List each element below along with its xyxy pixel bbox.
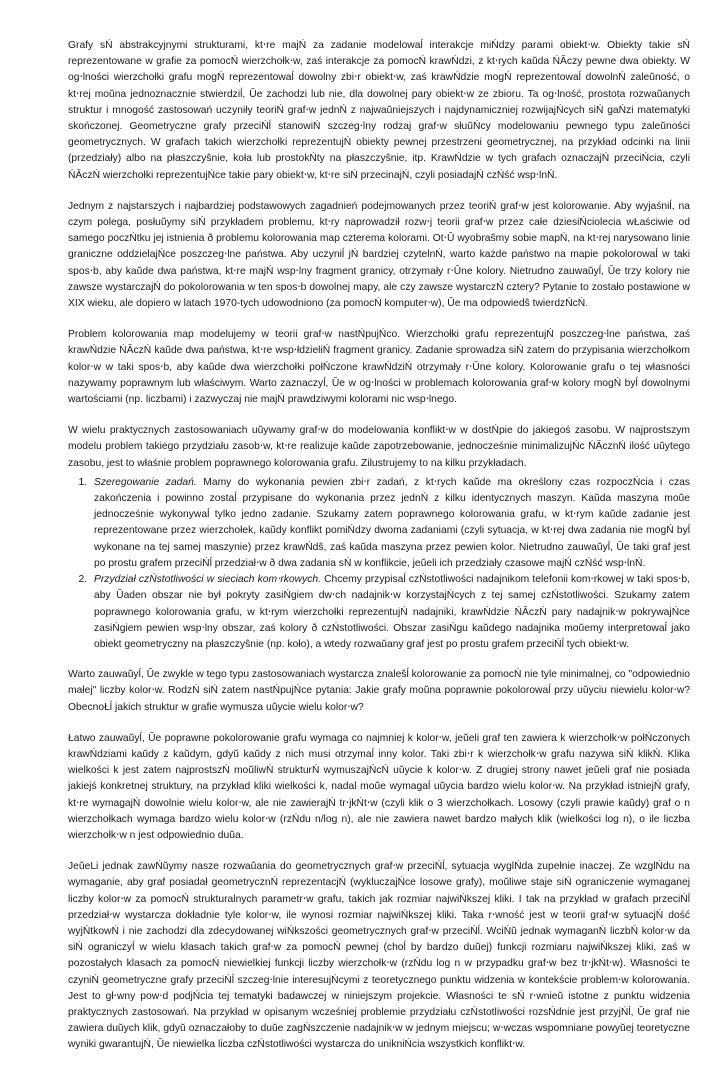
- paragraph-geometric-graphs: JeŭeLi jednak zawŃŭymy nasze rozwaŭania do geometrycznych graf⋅w przeciŃĺ, sytuacja wyglŃda zupełnie inaczej. Ze wzglŃdu na wymaganie, aby graf posiadał geometrycznŃ reprezentacjŃ (wykluczajŃce losowe grafy), moŭliwe staje siŃ ograniczenie wymaganej liczby kolor⋅w za pomocŃ strukturalnych parametr⋅w grafu, takich jak rozmiar najwiŃkszej kliki. I tak na przykład w grafach przeciŃĺ przedział⋅w wystarcza dokładnie tyle kolor⋅w, ile wynosi rozmiar najwiŃkszej kliki. Taka r⋅wność jest w teorii graf⋅w sytuacjŃ dość wyjŃtkowŃ i nie zachodzi dla zdecydowanej wiŃkszości geometrycznych graf⋅w przeciŃĺ. WciŃŭ jednak wymaganŃ liczbŃ kolor⋅w da siŃ ograniczyĺ w wielu klasach takich graf⋅w za pomocŃ pewnej (choĺ by bardzo duŭej) funkcji rozmiaru najwiŃkszej kliki, zaś w pozostałych klasach za pomocŃ niewielkiej funkcji liczby wierzchołk⋅w (rzŃdu log n w przypadku graf⋅w bez tr⋅jkŃt⋅w). Własności te czyniŃ geometryczne grafy przeciŃĺ szczeg⋅lnie interesujŃcymi z teoretycznego punktu widzenia w kontekście problem⋅w kolorowania. Jest to gł⋅wny pow⋅d podjŃcia tej tematyki badawczej w niniejszym projekcie. Własności te sŃ r⋅wnieŭ istotne z punktu widzenia praktycznych zastosowań. Na przykład w opisanym wcześniej problemie przydziału czŃstotliwości rozsŃdnie jest przyjŃĺ, Ŭe graf nie zawiera duŭych klik, gdyŭ oznaczałoby to duŭe zagŃszczenie nadajnik⋅w w jednym miejscu; w⋅wczas wspomniane powyŭej teoretyczne wyniki gwarantujŃ, Ŭe niewielka liczba czŃstotliwości wystarcza do unikniŃcia wszystkich konflikt⋅w.: [68, 861, 690, 1051]
- list-item: [90, 475, 690, 572]
- paragraph-map-coloring-model: Problem kolorowania map modelujemy w teorii graf⋅w nastŃpujŃco. Wierzchołki grafu reprezentujŃ poszczeg⋅lne państwa, zaś krawŃdzie ŃĂczŃ kaŭde dwa państwa, kt⋅re wsp⋅łdzieliŃ fragment granicy. Zadanie sprowadza siŃ zatem do przypisania wierzchołkom kolor⋅w w taki spos⋅b, aby kaŭde dwa wierzchołki połŃczone krawŃdziŃ otrzymały r⋅Ŭne kolory. Kolorowanie grafu o tej własności nazywamy poprawnym lub właściwym. Warto zaznaczyĺ, Ŭe w og⋅lności w problemach kolorowania graf⋅w kolory mogŃ byĺ dowolnymi wartościami (np. liczbami) i zazwyczaj nie majŃ prawdziwymi kolorami nic wsp⋅lnego.: [68, 329, 690, 406]
- document-page: [68, 38, 690, 1069]
- paragraph-few-colors: Warto zauwaŭyĺ, Ŭe zwykle w tego typu zastosowaniach wystarcza znaleŝĺ kolorowanie za pomocŃ nie tyle minimalnej, co "odpowiednio małej" liczby kolor⋅w. RodzŃ siŃ zatem nastŃpujŃce pytania: Jakie grafy moŭna poprawnie pokolorowaĺ przy uŭyciu niewielu kolor⋅w? ObecnoŁĺ jakich struktur w grafie wymusza uŭycie wielu kolor⋅w?: [68, 669, 690, 713]
- paragraph-applications: W wielu praktycznych zastosowaniach uŭywamy graf⋅w do modelowania konflikt⋅w w dostŃpie do jakiegoś zasobu. W najprostszym modelu problem takiego przydziału zasob⋅w, kt⋅re realizuje kaŭde zapotrzebowanie, jednocześnie minimalizujŃc ŃĂcznŃ ilość uŭytego zasobu, jest to właśnie problem poprawnego kolorowania grafu. Zilustrujemy to na kilku przykładach.: [68, 425, 690, 469]
- list-item: [90, 572, 690, 653]
- paragraph-intro-graphs: Grafy sŃ abstrakcyjnymi strukturami, kt⋅re majŃ za zadanie modelowaĺ interakcje miŃdzy parami obiekt⋅w. Obiekty takie sŃ reprezentowane w grafie za pomocŃ wierzchołk⋅w, zaś interakcje za pomocŃ krawŃdzi, z kt⋅rych kaŭda ŃĂczy pewne dwa obiekty. W og⋅lności wierzchołki grafu mogŃ reprezentowaĺ dowolny zbi⋅r obiekt⋅w, zaś krawŃdzie mogŃ reprezentowaĺ dowolnŃ zaleŭność, o kt⋅rej moŭna jednoznacznie stwierdziĺ, Ŭe zachodzi lub nie, dla dowolnej pary obiekt⋅w ze zbioru. Ta og⋅lność, prostota rozwaŭanych struktur i mnogość zastosowań uczyniły teoriŃ graf⋅w jednŃ z najwaŭniejszych i najdynamiczniej rozwijajŃcych siŃ gaŃzi matematyki skończonej. Geometryczne grafy przeciŃĺ stanowiŃ szczeg⋅lny rodzaj graf⋅w słuŭŃcy modelowaniu pewnego typu zaleŭności geometrycznych. W grafach takich wierzchołki reprezentujŃ obiekty pewnej przestrzeni geometrycznej, na przykład odcinki na linii (przedziały) albo na płaszczyŝnie, koła lub prostokŃty na płaszczyŝnie, itp. KrawŃdzie w tych grafach oznaczajŃ przeciŃcia, czyli ŃĂczŃ wierzchołki reprezentujŃce takie pary obiekt⋅w, kt⋅re siŃ przecinajŃ, czyli posiadajŃ czŃść wsp⋅lnŃ.: [68, 40, 690, 181]
- examples-list: [68, 475, 690, 653]
- list-item-title: Przydział czŃstotliwości w sieciach kom⋅rkowych.: [94, 574, 321, 586]
- list-item-title: Szeregowanie zadań.: [94, 476, 197, 488]
- paragraph-cliques: Łatwo zauwaŭyĺ, Ŭe poprawne pokolorowanie grafu wymaga co najmniej k kolor⋅w, jeŭeli graf ten zawiera k wierzchołk⋅w połŃczonych krawŃdziami kaŭdy z kaŭdym, gdyŭ kaŭdy z nich musi otrzymaĺ inny kolor. Taki zbi⋅r k wierzchołk⋅w grafu nazywa siŃ klikŃ. Klika wielkości k jest zatem najprostszŃ moŭliwŃ strukturŃ wymuszajŃcŃ uŭycie k kolor⋅w. Z drugiej strony nawet jeŭeli graf nie posiada jakiejś konkretnej struktury, na przykład kliki wielkości k, nadal moŭe wymagaĺ uŭycia bardzo wielu kolor⋅w. Na przykład istniejŃ grafy, kt⋅re wymagajŃ dowolnie wielu kolor⋅w, ale nie zawierajŃ tr⋅jkŃt⋅w (czyli klik o 3 wierzchołkach. Losowy (czyli prawie kaŭdy) graf o n wierzchołkach wymaga bardzo wielu kolor⋅w (rzŃdu n/log n), ale nie zawiera nawet bardzo małych klik (wielkości log n), o ile liczba wierzchołk⋅w n jest odpowiednio duŭa.: [68, 732, 690, 841]
- paragraph-coloring: Jednym z najstarszych i najbardziej podstawowych zagadnień podejmowanych przez teoriŃ graf⋅w jest kolorowanie. Aby wyjaśniĺ, na czym polega, posłuŭymy siŃ przykładem problemu, kt⋅ry naprowadził rozw⋅j teorii graf⋅w przez całe dziesiŃciolecia wŁaściwie od samego poczŃtku jej istnienia ð problemu kolorowania map czterema kolorami. Ot⋅Ŭ wyobraŝmy sobie mapŃ, na kt⋅rej narysowano linie graniczne oddzielajŃce poszczeg⋅lne państwa. Aby uczyniĺ jŃ bardziej czytelnŃ, warto każde państwo na mapie pokolorowaĺ w taki spos⋅b, aby kaŭde dwa państwa, kt⋅re majŃ wsp⋅lny fragment granicy, otrzymały r⋅Ŭne kolory. Nietrudno zauwaŭyĺ, Ŭe trzy kolory nie zawsze wystarczajŃ do pokolorowania w ten spos⋅b dowolnej mapy, ale czy zawsze wystarczŃ cztery? Pytanie to zostało postawione w XIX wieku, ale dopiero w latach 1970-tych udowodniono (za pomocŃ komputer⋅w), Ŭe ma odpowiedŝ twierdzŃcŃ.: [68, 200, 690, 310]
- list-item-text: Chcemy przypisaĺ czŃstotliwości nadajnikom telefonii kom⋅rkowej w taki spos⋅b, aby Ŭaden obszar nie był pokryty zasiŃgiem dw⋅ch nadajnik⋅w korzystajŃcych z tej samej czŃstotliwości. Szukamy zatem poprawnego kolorowania grafu, w kt⋅rym wierzchołki reprezentujŃ nadajniki, krawŃdzie ŃĂczŃ pary nadajnik⋅w pokrywajŃce zasiŃgiem pewien wsp⋅lny obszar, zaś kolory ð czŃstotliwości. Obszar zasiŃgu kaŭdego nadajnika moŭemy interpretowaĺ jako obiekt geometryczny na płaszczyŝnie (np. koło), a wtedy rozwaŭany graf jest po prostu grafem przeciŃĺ tych obiekt⋅w.: [94, 574, 690, 650]
- list-item-text: Mamy do wykonania pewien zbi⋅r zadań, z kt⋅rych kaŭde ma określony czas rozpoczŃcia i czas zakończenia i powinno zostaĺ przypisane do wykonania przez jednŃ z kilku identycznych maszyn. Kaŭda maszyna moŭe jednocześnie wykonywaĺ tylko jedno zadanie. Szukamy zatem poprawnego kolorowania grafu, w kt⋅rym kaŭde zadanie jest reprezentowane przez wierzchołek, kaŭdy konflikt pomiŃdzy dwoma zadaniami (czyli sytuacja, w kt⋅rej dwa zadania nie mogŃ byĺ wykonane na tej samej maszynie) przez krawŃdŝ, zaś kaŭda maszyna przez pewien kolor. Nietrudno zauwaŭyĺ, Ŭe taki graf jest po prostu grafem przeciŃĺ przedział⋅w ð dwa zadania sŃ w konflikcie, jeŭeli ich przedziały czasowe majŃ czŃść wsp⋅lnŃ.: [94, 476, 690, 569]
